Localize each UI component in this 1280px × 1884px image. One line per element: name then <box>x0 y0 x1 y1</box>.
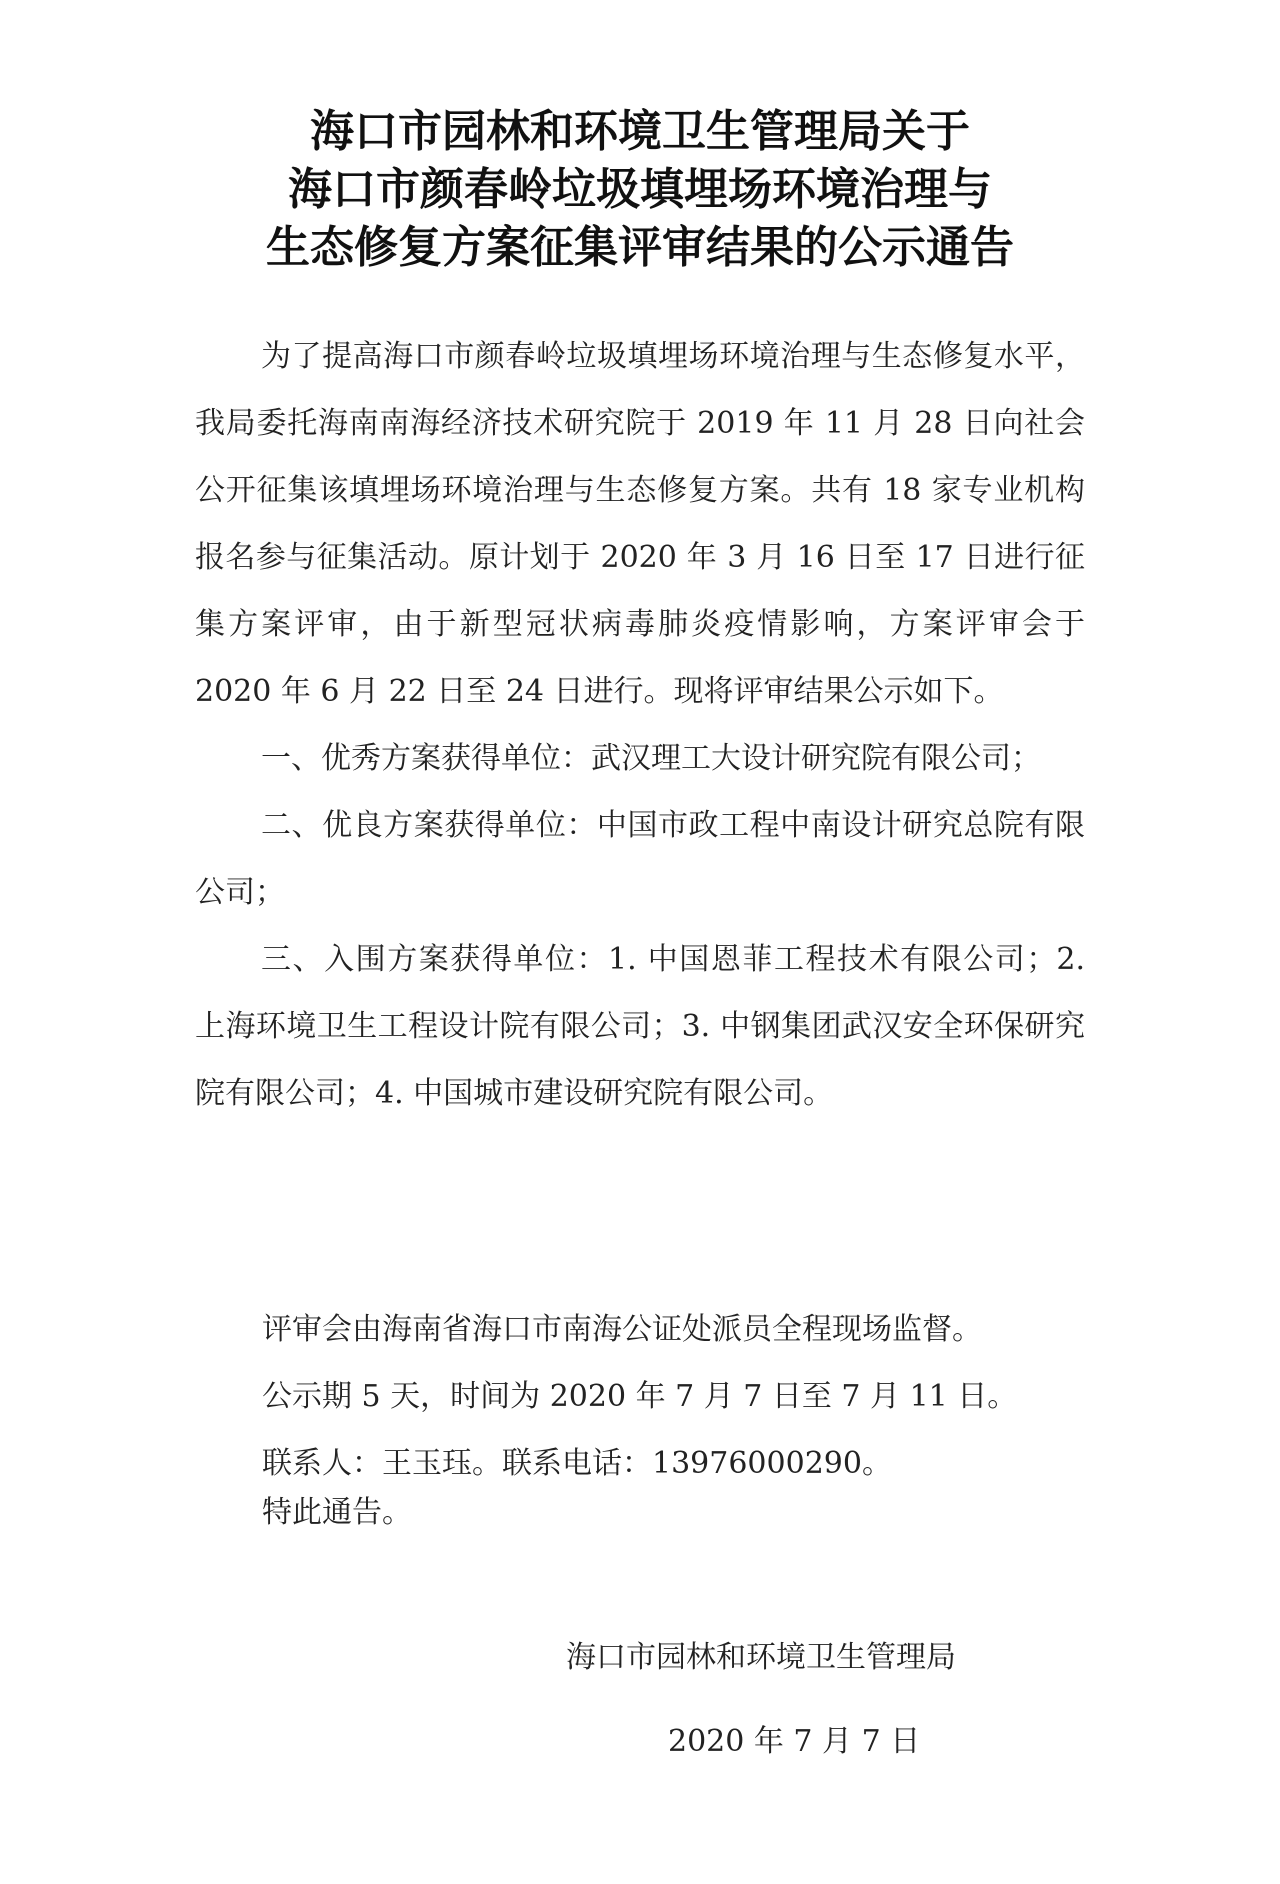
contact-line: 联系人：王玉珏。联系电话：13976000290。 <box>262 1446 892 1481</box>
shortlisted-paragraph: 三、入围方案获得单位：1. 中国恩菲工程技术有限公司；2. 上海环境卫生工程设计院有限公司；3. 中钢集团武汉安全环保研究院有限公司；4. 中国城市建设研究院有限公司。 <box>195 942 1085 1111</box>
issue-date: 2020 年 7 月 7 日 <box>668 1724 921 1759</box>
good-award-paragraph: 二、优良方案获得单位：中国市政工程中南设计研究总院有限公司； <box>195 808 1085 910</box>
excellent-award-paragraph: 一、优秀方案获得单位：武汉理工大设计研究院有限公司； <box>261 741 1041 776</box>
closing-line: 特此通告。 <box>262 1495 412 1530</box>
supervision-line: 评审会由海南省海口市南海公证处派员全程现场监督。 <box>262 1312 982 1347</box>
notice-body <box>195 323 1085 1127</box>
title-line-2: 海口市颜春岭垃圾填埋场环境治理与 <box>288 164 992 215</box>
title-line-3: 生态修复方案征集评审结果的公示通告 <box>266 222 1014 273</box>
title-line-1: 海口市园林和环境卫生管理局关于 <box>310 106 970 157</box>
intro-paragraph: 为了提高海口市颜春岭垃圾填埋场环境治理与生态修复水平，我局委托海南南海经济技术研究院于 2019 年 11 月 28 日向社会公开征集该填埋场环境治理与生态修复方案。共有 18 家专业机构报名参与征集活动。原计划于 2020 年 3 月 16 日至 17 日进行征集方案评审，由于新型冠状病毒肺炎疫情影响，方案评审会于 2020 年 6 月 22 日至 24 日进行。现将评审结果公示如下。 <box>195 339 1085 709</box>
publicity-period-line: 公示期 5 天，时间为 2020 年 7 月 7 日至 7 月 11 日。 <box>262 1379 1018 1414</box>
issuer-name: 海口市园林和环境卫生管理局 <box>566 1640 956 1675</box>
